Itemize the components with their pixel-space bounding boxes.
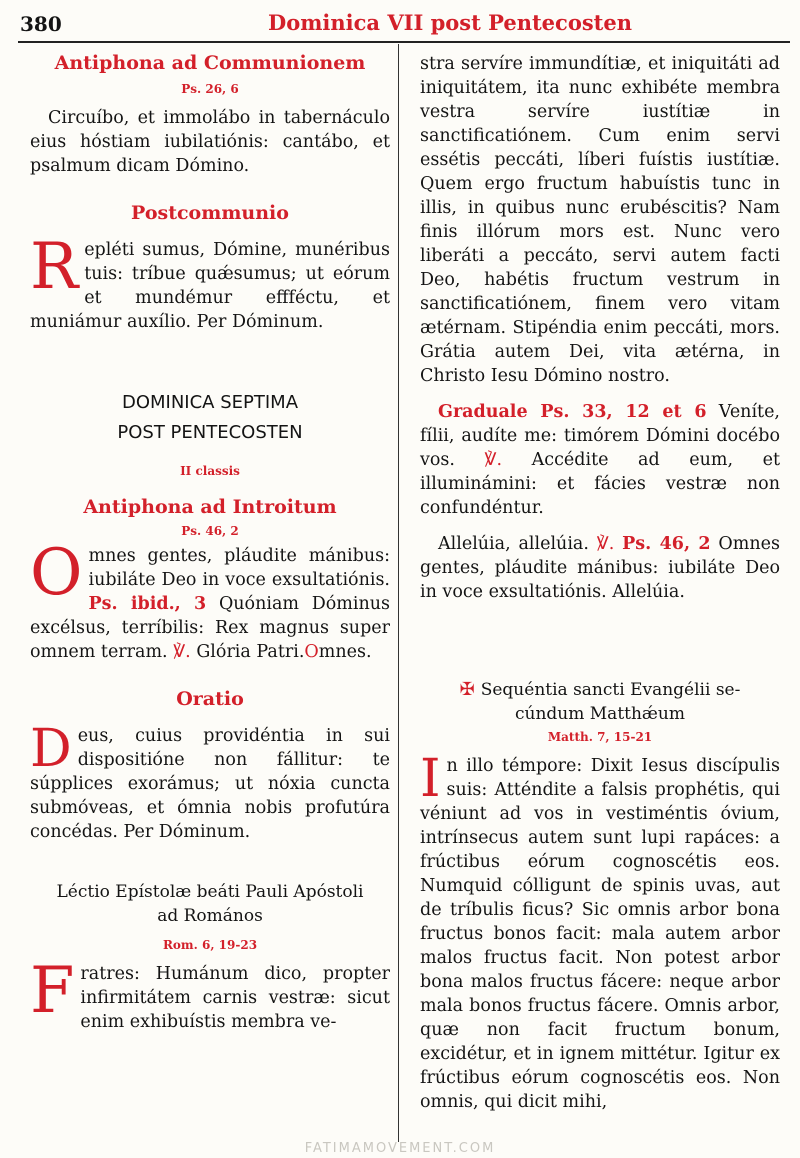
lectio-section [30,880,390,1034]
drop-cap-d: D [30,719,72,779]
alleluia-section: Allelúia, allelúia. ℣. Ps. 46, 2 Omnes gentes, pláudite mánibus: iubiláte Deo in voce exsultatiónis. Allelúia. [420,534,780,602]
versicle-symbol: ℣. [173,642,191,662]
omnes-initial: O [304,642,319,662]
communion-text: Circuíbo, et immolábo in tabernáculo eius hóstiam iubilatiónis: cantábo, et psalmum dicam Dómino. [30,108,390,176]
oratio-heading: Oratio [176,688,244,710]
postcommunio-text: R epléti sumus, Dómine, munéribus tuis: tríbue quǽsumus; ut eórum et mundémur effféctu, et muniámur auxílio. Per Dóminum. [30,230,390,332]
oratio-section [30,686,390,844]
gospel-heading-line1: ✠ Sequéntia sancti Evangélii se- [459,679,741,700]
cross-icon: ✠ [459,679,475,700]
gospel-text: I n illo témpore: Dixit Iesus discípulis suis: Atténdite a falsis prophétis, qui véniunt ad vos in vestiméntis óvium, intrínsecus autem sunt lupi rapáces: a frúctibus eórum cognoscétis eos. Numquid cólligunt de spinis uvas, aut de tríbulis ficus? Sic omnis arbor bona fructus bonos facit: mala autem arbor malos fructus facit. Non potest arbor bona malos fructus fácere: neque arbor mala bonos fructus fácere. Omnis arbor, quæ non facit fructum bonum, excidétur, et in ignem mittétur. Igitur ex frúctibus eórum cognoscétis eos. Non omnis, qui dicit mihi, [420,749,780,1112]
introit-psalm-ref: Ps. ibid., 3 [88,594,207,614]
running-title: Dominica VII post Pentecosten [267,10,632,35]
sunday-title [30,388,390,480]
communion-heading: Antiphona ad Communionem [54,52,366,74]
drop-cap-i: I [420,749,441,809]
introit-ref: Ps. 46, 2 [181,524,239,538]
graduale-section: Graduale Ps. 33, 12 et 6 Veníte, fílii, audíte me: timórem Dómini docébo vos. ℣. Accédite ad eum, et illuminámini: et fácies vestræ non confundéntur. [420,402,780,518]
class-rank: II classis [180,464,240,478]
watermark: FATIMAMOVEMENT.COM [304,1141,496,1156]
postcommunio-heading: Postcommunio [131,202,289,224]
alleluia-ref: Ps. 46, 2 [622,534,711,554]
header-rule [18,41,790,43]
left-column [30,44,390,1034]
lectio-heading-line2: ad Romános [157,906,263,926]
drop-cap-f: F [30,954,75,1028]
introit-heading: Antiphona ad Introitum [83,496,337,518]
introit-section [30,494,390,664]
right-column [420,44,780,1114]
column-divider [398,44,399,1142]
page-number: 380 [20,12,62,36]
versicle-symbol: ℣. [484,450,503,470]
introit-text: O mnes gentes, pláudite mánibus: iubiláte Deo in voce exsultatiónis. Ps. ibid., 3 Quóniam Dóminus excélsus, terríbilis: Rex magnus super omnem terram. ℣. Glória Patri.Omnes. [30,536,390,662]
gospel-heading-line2: cúndum Matthǽum [515,704,685,724]
graduale-label: Graduale Ps. 33, 12 et 6 [438,402,707,422]
sunday-title-line2: POST PENTECOSTEN [117,422,303,443]
lectio-text-left: F ratres: Humánum dico, propter infirmitátem carnis vestræ: sicut enim exhibuístis membra ve- [30,954,390,1032]
communion-ref: Ps. 26, 6 [181,82,239,96]
lectio-text-right: stra servíre immundítiæ, et iniquitáti ad iniquitátem, ita nunc exhibéte membra vestra servíre iustítiæ in sanctificatiónem. Cum enim servi essétis peccáti, líberi fuístis iustítiæ. Quem ergo fructum habuístis tunc in illis, in quibus nunc erubéscitis? Nam finis illórum mors est. Nunc vero liberáti a peccáto, servi autem facti Deo, habétis fructum vestrum in sanctificatiónem, finem vero vitam ætérnam. Stipéndia enim peccáti, mors. Grátia autem Dei, vita ætérna, in Christo Iesu Dómino nostro. [420,54,780,386]
gospel-ref: Matth. 7, 15-21 [547,730,653,744]
versicle-symbol: ℣. [596,534,615,554]
communion-section [30,50,390,178]
drop-cap-r: R [30,230,79,304]
lectio-ref: Rom. 6, 19-23 [162,938,258,952]
drop-cap-o: O [30,536,83,610]
page-header [0,0,800,40]
postcommunio-section [30,200,390,334]
sunday-title-line1: DOMINICA SEPTIMA [121,392,299,413]
oratio-text: D eus, cuius providéntia in sui dispositióne non fállitur: te súpplices exorámus; ut nóxia cuncta submóveas, et ómnia nobis profutúra concédas. Per Dóminum. [30,719,390,842]
gospel-section [420,678,780,1114]
lectio-heading-line1: Léctio Epístolæ beáti Pauli Apóstoli [56,882,364,902]
